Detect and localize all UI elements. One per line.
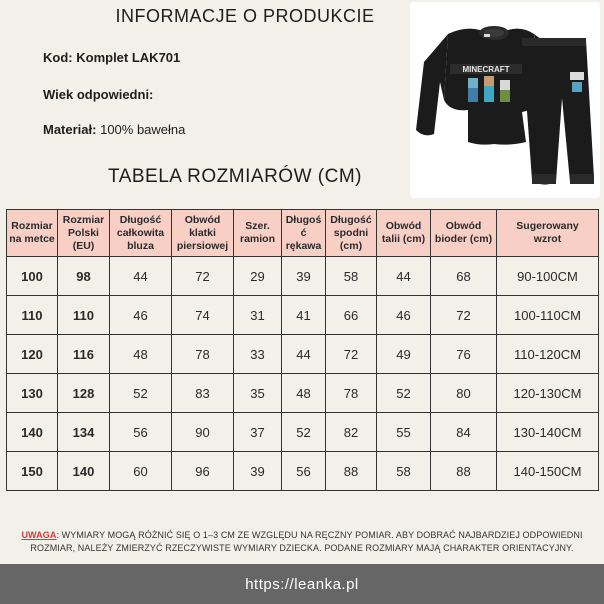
cell-chest: 90 [172, 413, 234, 452]
cell-suggested-height: 140-150CM [497, 452, 599, 491]
cell-sleeve: 44 [282, 335, 326, 374]
cell-waist: 58 [377, 452, 431, 491]
cell-hips: 80 [431, 374, 497, 413]
cell-pants-length: 58 [326, 257, 377, 296]
table-row [7, 296, 599, 335]
cell-hips: 88 [431, 452, 497, 491]
cell-total-length: 52 [110, 374, 172, 413]
age-label-row [43, 87, 153, 102]
cell-waist: 46 [377, 296, 431, 335]
cell-pants-length: 88 [326, 452, 377, 491]
cell-shoulders: 37 [234, 413, 282, 452]
warning-label: UWAGA [21, 530, 57, 540]
product-code [43, 50, 180, 65]
cell-eu-size: 110 [58, 296, 110, 335]
cell-hips: 72 [431, 296, 497, 335]
cell-suggested-height: 130-140CM [497, 413, 599, 452]
cell-eu-size: 116 [58, 335, 110, 374]
header-sleeve: Długoś ć rękawa [282, 210, 326, 257]
cell-suggested-height: 90-100CM [497, 257, 599, 296]
warning-text: : WYMIARY MOGĄ RÓŻNIĆ SIĘ O 1–3 CM ZE WZGLĘDU NA RĘCZNY POMIAR. ABY DOBRAĆ NAJBARDZIEJ ODPOWIEDNI ROZMIAR, NALEŻY ZMIERZYĆ RZECZYWISTE WYMIARY DZIECKA. PODANE ROZMIARY MAJĄ CHARAKTER ORIENTACYJNY. [30, 530, 583, 553]
header-suggested-height: Sugerowany wzrot [497, 210, 599, 257]
header-chest: Obwód klatki piersiowej [172, 210, 234, 257]
cell-sleeve: 39 [282, 257, 326, 296]
cell-chest: 78 [172, 335, 234, 374]
cell-waist: 44 [377, 257, 431, 296]
cell-suggested-height: 100-110CM [497, 296, 599, 335]
cell-pants-length: 82 [326, 413, 377, 452]
cell-total-length: 46 [110, 296, 172, 335]
size-table-header-row [7, 210, 599, 257]
product-code-value: Komplet LAK701 [76, 50, 181, 65]
material-row [43, 122, 185, 137]
cell-shoulders: 39 [234, 452, 282, 491]
header-shoulders: Szer. ramion [234, 210, 282, 257]
cell-suggested-height: 110-120CM [497, 335, 599, 374]
cell-pants-length: 78 [326, 374, 377, 413]
table-row [7, 335, 599, 374]
cell-shoulders: 35 [234, 374, 282, 413]
cell-sleeve: 41 [282, 296, 326, 335]
cell-total-length: 48 [110, 335, 172, 374]
header-hips: Obwód bioder (cm) [431, 210, 497, 257]
cell-total-length: 44 [110, 257, 172, 296]
sweatshirt-print-text: MINECRAFT [462, 65, 510, 74]
cell-waist: 49 [377, 335, 431, 374]
cell-total-length: 56 [110, 413, 172, 452]
age-label: Wiek odpowiedni: [43, 87, 154, 102]
material-value: 100% bawełna [100, 122, 186, 137]
cell-hips: 84 [431, 413, 497, 452]
measurement-note [6, 529, 598, 555]
cell-chest: 74 [172, 296, 234, 335]
size-table-title: TABELA ROZMIARÓW (CM) [108, 166, 362, 187]
cell-suggested-height: 120-130CM [497, 374, 599, 413]
cell-label-size: 120 [7, 335, 58, 374]
cell-chest: 96 [172, 452, 234, 491]
cell-pants-length: 66 [326, 296, 377, 335]
footer-url-link[interactable]: https://leanka.pl [245, 575, 359, 593]
header-total-length: Długość całkowita bluza [110, 210, 172, 257]
cell-label-size: 150 [7, 452, 58, 491]
header-label-size: Rozmiar na metce [7, 210, 58, 257]
table-row [7, 374, 599, 413]
cell-eu-size: 134 [58, 413, 110, 452]
page-title: INFORMACJE O PRODUKCIE [115, 6, 375, 26]
cell-label-size: 140 [7, 413, 58, 452]
cell-label-size: 130 [7, 374, 58, 413]
cell-label-size: 110 [7, 296, 58, 335]
cell-waist: 55 [377, 413, 431, 452]
cell-sleeve: 48 [282, 374, 326, 413]
product-photo [410, 2, 600, 198]
cell-label-size: 100 [7, 257, 58, 296]
cell-shoulders: 33 [234, 335, 282, 374]
cell-shoulders: 29 [234, 257, 282, 296]
cell-total-length: 60 [110, 452, 172, 491]
header-waist: Obwód talii (cm) [377, 210, 431, 257]
cell-hips: 76 [431, 335, 497, 374]
table-row [7, 413, 599, 452]
cell-chest: 72 [172, 257, 234, 296]
product-code-label: Kod: [43, 50, 73, 65]
cell-pants-length: 72 [326, 335, 377, 374]
cell-waist: 52 [377, 374, 431, 413]
cell-sleeve: 52 [282, 413, 326, 452]
kids-sweatshirt-and-pants-image [410, 2, 600, 198]
table-row [7, 257, 599, 296]
header-pants-length: Długość spodni (cm) [326, 210, 377, 257]
cell-eu-size: 98 [58, 257, 110, 296]
cell-shoulders: 31 [234, 296, 282, 335]
material-label: Materiał: [43, 122, 97, 137]
size-table [6, 209, 599, 491]
cell-eu-size: 128 [58, 374, 110, 413]
header-eu-size: Rozmiar Polski (EU) [58, 210, 110, 257]
footer-bar [0, 564, 604, 604]
table-row [7, 452, 599, 491]
cell-eu-size: 140 [58, 452, 110, 491]
cell-chest: 83 [172, 374, 234, 413]
cell-sleeve: 56 [282, 452, 326, 491]
cell-hips: 68 [431, 257, 497, 296]
